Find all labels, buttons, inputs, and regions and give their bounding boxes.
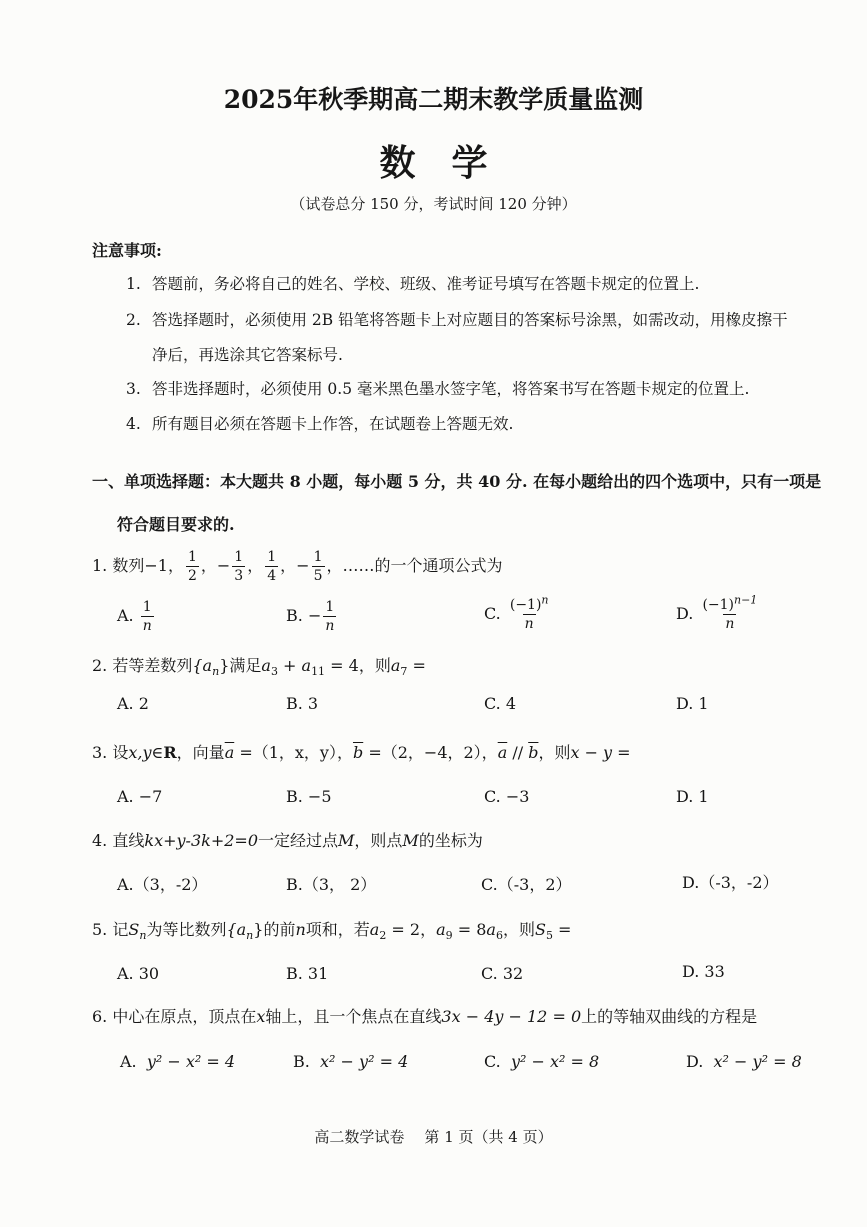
fraction xyxy=(186,550,199,583)
question-number: 2. xyxy=(92,656,108,675)
term: a xyxy=(486,920,496,939)
question-text: 中心在原点，顶点在 xyxy=(112,1007,257,1026)
term: a xyxy=(369,920,380,939)
denominator: n xyxy=(325,618,335,634)
question-tail: ，……的一个通项公式为 xyxy=(326,556,503,575)
option-b[interactable]: B. −5 xyxy=(286,787,332,806)
subscript: 11 xyxy=(311,665,326,679)
sequence-symbol: {a xyxy=(192,656,213,675)
numerator: 1 xyxy=(142,599,152,615)
option-a[interactable] xyxy=(120,1052,235,1071)
term: a xyxy=(390,656,401,675)
numerator: 1 xyxy=(234,549,244,565)
denominator: 2 xyxy=(187,568,197,584)
question-number: 3. xyxy=(92,743,108,762)
subscript: 7 xyxy=(400,665,408,679)
question-number: 5. xyxy=(92,920,108,939)
notice-number: 1. xyxy=(126,275,141,293)
option-d[interactable] xyxy=(676,593,761,632)
numerator xyxy=(700,593,759,614)
option-c[interactable] xyxy=(484,1052,599,1071)
separator: ， xyxy=(247,556,264,575)
option-b[interactable]: B.（3， 2） xyxy=(286,875,377,894)
question-text: = 4，则 xyxy=(325,656,391,675)
term: a xyxy=(301,656,312,675)
notice-item-2-cont: 净后，再选涂其它答案标号. xyxy=(152,346,343,364)
denominator: n xyxy=(524,616,534,632)
question-text: = xyxy=(407,656,426,675)
page-footer xyxy=(0,1126,867,1147)
notice-item-2 xyxy=(126,308,788,330)
numerator: 1 xyxy=(313,549,323,565)
term: a xyxy=(261,656,271,675)
subscript: 6 xyxy=(495,929,503,943)
term: S xyxy=(534,920,546,939)
option-a[interactable]: A. 2 xyxy=(117,694,149,713)
subscript: 9 xyxy=(445,929,453,943)
fraction xyxy=(508,593,551,632)
notice-text: 所有题目必须在答题卡上作答，在试题卷上答题无效. xyxy=(152,415,514,433)
question-lead: 数列−1， xyxy=(112,556,184,575)
option-expression: x² − y² = 4 xyxy=(320,1052,409,1071)
question-text: 上的等轴双曲线的方程是 xyxy=(581,1007,758,1026)
question-text: = xyxy=(552,920,572,939)
denominator: 3 xyxy=(234,568,244,584)
question-2 xyxy=(92,653,426,679)
notice-item-3 xyxy=(126,377,749,399)
option-a[interactable]: A. 30 xyxy=(117,964,160,983)
option-expression: x² − y² = 8 xyxy=(713,1052,802,1071)
notice-item-1 xyxy=(126,272,699,294)
sign: − xyxy=(307,606,322,625)
option-d[interactable]: D. 1 xyxy=(676,787,709,806)
option-b[interactable] xyxy=(293,1052,408,1071)
exponent: n xyxy=(541,593,549,607)
sequence-close: } xyxy=(219,656,230,675)
question-text: 记 xyxy=(112,920,129,939)
sequence-symbol: {a xyxy=(226,920,247,939)
numerator: 1 xyxy=(267,549,277,565)
term: S xyxy=(128,920,140,939)
option-label: B. xyxy=(286,606,303,625)
question-text: 设 xyxy=(112,743,129,762)
numerator: 1 xyxy=(325,599,335,615)
vector-a: $\overline{a}$ xyxy=(497,743,508,762)
subscript: n xyxy=(139,929,147,943)
sequence xyxy=(192,656,230,679)
exam-title: 2025年秋季期高二期末教学质量监测 xyxy=(223,85,644,114)
operator: + xyxy=(277,656,302,675)
option-c[interactable]: C.（-3，2） xyxy=(481,875,572,894)
subscript: 3 xyxy=(270,665,278,679)
sign: − xyxy=(296,556,310,575)
question-text: 若等差数列 xyxy=(112,656,193,675)
variable-x: x xyxy=(256,1007,266,1026)
option-c[interactable]: C. 4 xyxy=(484,694,517,713)
question-text: ，则 xyxy=(538,743,571,762)
denominator: n xyxy=(142,618,152,634)
numerator-base: (−1) xyxy=(702,597,734,613)
sequence-close: } xyxy=(253,920,264,939)
subscript: n xyxy=(246,929,254,943)
denominator: 4 xyxy=(267,568,277,584)
numerator xyxy=(508,593,551,614)
fraction xyxy=(265,550,278,583)
vector-b: $\overline{b}$ xyxy=(352,743,364,762)
page-number: 第 1 页（共 4 页） xyxy=(424,1128,553,1146)
option-a[interactable] xyxy=(117,600,156,633)
option-c[interactable]: C. −3 xyxy=(484,787,530,806)
real-set: R xyxy=(163,743,177,762)
point-m: M xyxy=(402,831,419,850)
option-d[interactable]: D. 33 xyxy=(682,962,725,981)
sign: − xyxy=(216,556,231,575)
option-expression: y² − x² = 8 xyxy=(510,1052,600,1071)
option-d[interactable]: D.（-3，-2） xyxy=(682,873,779,892)
notice-item-4 xyxy=(126,412,513,434)
question-text: ，则点 xyxy=(354,831,403,850)
option-label: D. xyxy=(676,604,694,623)
separator: ， xyxy=(200,556,217,575)
variables: x,y∈ xyxy=(128,743,164,762)
point-m: M xyxy=(338,831,355,850)
notice-number: 2. xyxy=(126,311,141,329)
numerator: 1 xyxy=(187,549,197,565)
option-label: A. xyxy=(117,606,134,625)
question-text: 直线 xyxy=(112,831,145,850)
section-heading-cont: 符合题目要求的. xyxy=(117,515,235,534)
expression: x − y xyxy=(570,743,613,762)
question-5 xyxy=(92,917,572,943)
question-text: = 2， xyxy=(386,920,437,939)
fraction xyxy=(141,600,154,633)
question-text: 轴上，且一个焦点在直线 xyxy=(265,1007,442,1026)
question-6 xyxy=(92,1004,757,1027)
section-heading: 一、单项选择题：本大题共 8 小题，每小题 5 分，共 40 分. 在每小题给出的四个选项中，只有一项是 xyxy=(92,472,822,491)
question-text: 满足 xyxy=(229,656,262,675)
option-label: B. xyxy=(293,1052,310,1071)
fraction xyxy=(323,600,336,633)
denominator: n xyxy=(725,616,735,632)
line-equation: 3x − 4y − 12 = 0 xyxy=(441,1007,582,1026)
subscript: n xyxy=(212,665,220,679)
option-label: A. xyxy=(120,1052,137,1071)
option-c[interactable]: C. 32 xyxy=(481,964,524,983)
question-text: 的前 xyxy=(263,920,296,939)
question-text: = 8 xyxy=(452,920,487,939)
option-label: C. xyxy=(484,1052,501,1071)
question-4 xyxy=(92,828,483,851)
term: a xyxy=(436,920,446,939)
option-c[interactable] xyxy=(484,593,553,632)
option-b[interactable] xyxy=(286,600,338,633)
exam-info: （试卷总分 150 分，考试时间 120 分钟） xyxy=(290,195,577,213)
option-b[interactable]: B. 3 xyxy=(286,694,319,713)
subscript: 5 xyxy=(545,929,553,943)
denominator: 5 xyxy=(313,568,323,584)
option-label: C. xyxy=(484,604,501,623)
vector-b: $\overline{b}$ xyxy=(528,743,539,762)
question-text: =（2，−4，2）， xyxy=(363,743,498,762)
question-text: =（1，x，y）， xyxy=(234,743,353,762)
notice-text: 答选择题时，必须使用 2B 铅笔将答题卡上对应题目的答案标号涂黑，如需改动，用橡皮擦干 xyxy=(152,311,788,329)
exponent: n−1 xyxy=(734,593,758,607)
question-text: 项和，若 xyxy=(305,920,370,939)
numerator-base: (−1) xyxy=(509,597,542,613)
subscript: 2 xyxy=(379,929,387,943)
separator: ， xyxy=(280,556,297,575)
parallel-symbol: // xyxy=(507,743,529,762)
option-b[interactable]: B. 31 xyxy=(286,964,329,983)
option-label: D. xyxy=(686,1052,704,1071)
notice-text: 答题前，务必将自己的姓名、学校、班级、准考证号填写在答题卡规定的位置上. xyxy=(152,275,700,293)
option-expression: y² − x² = 4 xyxy=(146,1052,236,1071)
vector-a: $\overline{a}$ xyxy=(224,743,235,762)
fraction xyxy=(700,593,759,632)
question-text: ，向量 xyxy=(176,743,225,762)
notice-heading: 注意事项: xyxy=(92,241,162,260)
question-text: 的坐标为 xyxy=(418,831,483,850)
question-number: 1. xyxy=(92,556,108,575)
question-1 xyxy=(92,550,503,583)
question-text: ，则 xyxy=(502,920,535,939)
question-text: = xyxy=(612,743,631,762)
line-equation: kx+y-3k+2=0 xyxy=(144,831,258,850)
question-text: 为等比数列 xyxy=(146,920,227,939)
variable-n: n xyxy=(295,920,306,939)
question-text: 一定经过点 xyxy=(258,831,339,850)
option-d[interactable] xyxy=(686,1052,802,1071)
subject-title: 数学 xyxy=(379,142,524,184)
option-a[interactable]: A. −7 xyxy=(117,787,163,806)
notice-number: 3. xyxy=(126,380,141,398)
question-number: 6. xyxy=(92,1007,108,1026)
footer-title: 高二数学试卷 xyxy=(314,1128,405,1146)
fraction xyxy=(312,550,325,583)
option-d[interactable]: D. 1 xyxy=(676,694,709,713)
question-3 xyxy=(92,740,631,763)
question-number: 4. xyxy=(92,831,108,850)
notice-text: 答非选择题时，必须使用 0.5 毫米黑色墨水签字笔，将答案书写在答题卡规定的位置上. xyxy=(152,380,750,398)
sequence xyxy=(226,920,264,943)
option-a[interactable]: A.（3，-2） xyxy=(117,875,208,894)
notice-number: 4. xyxy=(126,415,141,433)
fraction xyxy=(232,550,245,583)
